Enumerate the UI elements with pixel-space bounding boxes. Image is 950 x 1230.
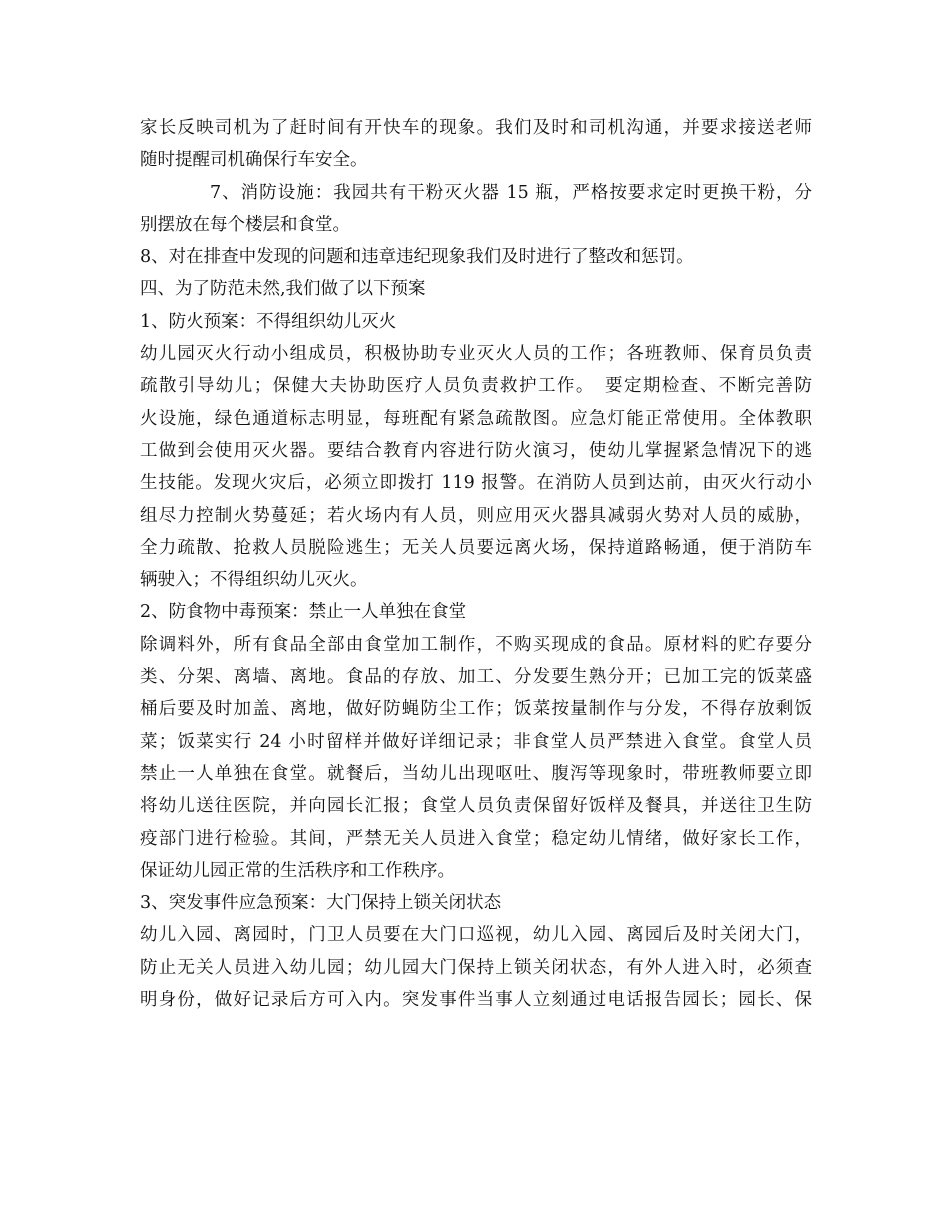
- text-line: 类、分架、离墙、离地。食品的存放、加工、分发要生熟分开；已加工完的饭菜盛: [140, 667, 812, 688]
- text-line: 保证幼儿园正常的生活秩序和工作秩序。: [140, 860, 455, 881]
- text-line: 疫部门进行检验。其间，严禁无关人员进入食堂；稳定幼儿情绪，做好家长工作，: [140, 828, 812, 849]
- text-line: 将幼儿送往医院，并向园长汇报；食堂人员负责保留好饭样及餐具，并送往卫生防: [140, 796, 812, 817]
- text-line: 辆驶入；不得组织幼儿灭火。: [140, 570, 368, 591]
- text-line: 明身份，做好记录后方可入内。突发事件当事人立刻通过电话报告园长；园长、保: [140, 990, 812, 1011]
- text-line: 幼儿园灭火行动小组成员，积极协助专业灭火人员的工作；各班教师、保育员负责: [140, 344, 812, 365]
- document-body: [140, 112, 812, 1016]
- text-line: 8、对在排查中发现的问题和违章违纪现象我们及时进行了整改和惩罚。: [140, 247, 694, 268]
- text-line: 别摆放在每个楼层和食堂。: [140, 214, 350, 235]
- subsection-heading: 2、防食物中毒预案：禁止一人单独在食堂: [140, 602, 467, 623]
- subsection-heading: 1、防火预案：不得组织幼儿灭火: [140, 311, 397, 332]
- section-heading: 四、为了防范未然,我们做了以下预案: [140, 279, 426, 300]
- text-line: 疏散引导幼儿；保健大夫协助医疗人员负责救护工作。 要定期检查、不断完善防: [140, 376, 812, 397]
- text-line: 7、消防设施：我园共有干粉灭火器 15 瓶，严格按要求定时更换干粉，分: [210, 182, 812, 203]
- text-line: 全力疏散、抢救人员脱险逃生；无关人员要远离火场，保持道路畅通，便于消防车: [140, 537, 812, 558]
- subsection-heading: 3、突发事件应急预案：大门保持上锁关闭状态: [140, 893, 502, 914]
- text-line: 工做到会使用灭火器。要结合教育内容进行防火演习，使幼儿掌握紧急情况下的逃: [140, 440, 812, 461]
- text-line: 生技能。发现火灾后，必须立即拨打 119 报警。在消防人员到达前，由灭火行动小: [140, 473, 812, 494]
- text-line: 火设施，绿色通道标志明显，每班配有紧急疏散图。应急灯能正常使用。全体教职: [140, 408, 812, 429]
- text-line: 菜；饭菜实行 24 小时留样并做好详细记录；非食堂人员严禁进入食堂。食堂人员: [140, 731, 812, 752]
- text-line: 桶后要及时加盖、离地，做好防蝇防尘工作；饭菜按量制作与分发，不得存放剩饭: [140, 699, 812, 720]
- text-line: 防止无关人员进入幼儿园；幼儿园大门保持上锁关闭状态，有外人进入时，必须查: [140, 957, 812, 978]
- text-line: 幼儿入园、离园时，门卫人员要在大门口巡视，幼儿入园、离园后及时关闭大门，: [140, 925, 812, 946]
- text-line: 禁止一人单独在食堂。就餐后，当幼儿出现呕吐、腹泻等现象时，带班教师要立即: [140, 763, 812, 784]
- text-line: 家长反映司机为了赶时间有开快车的现象。我们及时和司机沟通，并要求接送老师: [140, 118, 812, 138]
- text-line: 除调料外，所有食品全部由食堂加工制作，不购买现成的食品。原材料的贮存要分: [140, 634, 812, 655]
- text-line: 组尽力控制火势蔓延；若火场内有人员，则应用灭火器具减弱火势对人员的威胁，: [140, 505, 812, 526]
- text-line: 随时提醒司机确保行车安全。: [140, 150, 368, 171]
